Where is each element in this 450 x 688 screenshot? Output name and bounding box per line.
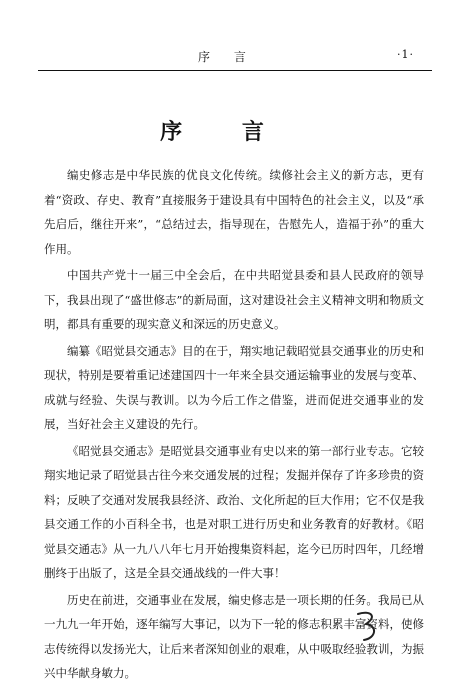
paragraph: 中国共产党十一届三中全会后，在中共昭觉县委和县人民政府的领导下，我县出现了“盛世修志”的新局面，这对建设社会主义精神文明和物质文明，都具有重要的现实意义和深远的历史意义。 xyxy=(44,268,424,331)
header-rule xyxy=(38,70,432,71)
paragraph: 历史在前进，交通事业在发展，编史修志是一项长期的任务。我局已从一九九一年开始，逐年编写大事记，以为下一轮的修志积累丰富资料，使修志传统得以发扬光大，让后来者深知创业的艰难，从中吸取经验教训，为振兴中华献身敏力。 xyxy=(44,592,424,680)
page-number: ·1· xyxy=(397,48,414,61)
paragraph: 编史修志是中华民族的优良文化传统。续修社会主义的新方志，更有着“资政、存史、教育”直接服务于建设具有中国特色的社会主义，以及“承先启后，继往开来”，“总结过去，指导现在，告慰先人，造福于孙”的重大作用。 xyxy=(44,168,424,256)
running-header xyxy=(38,48,432,66)
paragraph: 《昭觉县交通志》是昭觉县交通事业有史以来的第一部行业专志。它较翔实地记录了昭觉县古往今来交通发展的过程；发掘并保存了许多珍贵的资料；反映了交通对发展我县经济、政治、文化所起的巨大作用；它不仅是我县交通工作的小百科全书，也是对职工进行历史和业务教育的好教材。《昭觉县交通志》从一九八八年七月开始搜集资料起，迄今已历时四年，几经增删终于出版了，这是全县交通战线的一件大事！ xyxy=(44,443,424,580)
handwritten-mark-icon xyxy=(348,606,388,646)
paragraph: 编纂《昭觉县交通志》目的在于，翔实地记载昭觉县交通事业的历史和现状，特别是要着重记述建国四十一年来全县交通运输事业的发展与变革、成就与经验、失误与教训。以为今后工作之借鉴，进而促进交通事业的发展，当好社会主义建设的先行。 xyxy=(44,343,424,431)
page-title: 序 言 xyxy=(160,119,290,145)
header-title: 序 言 xyxy=(198,50,256,64)
